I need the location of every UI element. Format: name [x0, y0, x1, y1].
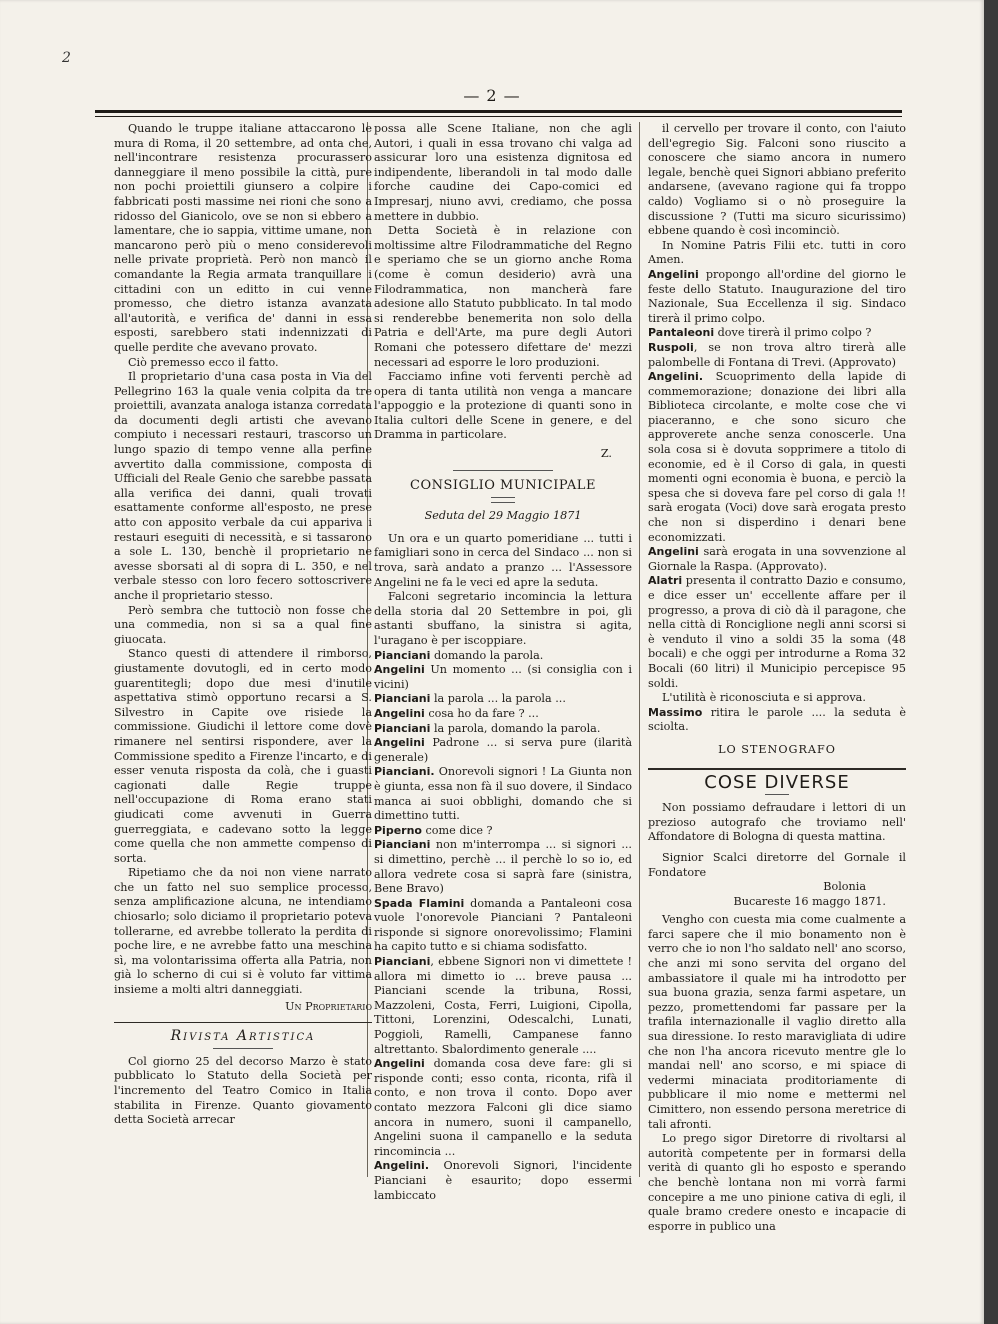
speaker-name: Pianciani	[374, 692, 431, 706]
scan-edge	[984, 0, 998, 1324]
speaker-text: non m'interrompa ... si signori ... si dimettino, perchè ... il perchè lo so io, ed allora vedrete cosa si saprà fare (sinistra, Bene Bravo)	[374, 838, 632, 896]
column-2	[374, 122, 632, 1234]
speaker-text: domanda a Pantaleoni cosa vuole l'onorevole Pianciani ? Pantaleoni risponde si signore onorevolissimo; Flamini ha capito tutto e si chiama sodisfatto.	[374, 896, 632, 954]
transcript-line	[374, 1159, 632, 1203]
transcript-line	[374, 824, 632, 839]
speaker-text: , se non trova altro tirerà alle palombelle di Fontana di Trevi. (Approvato)	[648, 340, 906, 369]
header-rule-thick	[95, 110, 902, 113]
transcript-line	[374, 736, 632, 765]
paragraph: Facciamo infine voti ferventi perchè ad opera di tanta utilità non venga a mancare l'appoggio e la protezione di quanti sono in Italia cultori delle Scene in genere, e del Dramma in particolare.	[374, 370, 632, 442]
transcript-line	[648, 326, 906, 341]
paragraph: Un ora e un quarto pomeridiane ... tutti i famigliari sono in cerca del Sindaco ... non si trova, sarà andato a pranzo ... l'Assessore Angelini ne fa le veci ed apre la seduta.	[374, 531, 632, 589]
corner-page-mark: 2	[62, 50, 71, 66]
speaker-text: dove tirerà il primo colpo ?	[714, 326, 872, 340]
column-3	[648, 122, 906, 1234]
speaker-text: ritira le parole .... la seduta è sciolta.	[648, 705, 906, 734]
section-title-cose-diverse: COSE DIVERSE	[704, 771, 850, 793]
paragraph: Ciò premesso ecco il fatto.	[128, 355, 279, 369]
column-1	[114, 122, 372, 1234]
speaker-text: L'utilità è riconosciuta e si approva.	[662, 691, 866, 705]
paragraph: Ripetiamo che da noi non viene narrato che un fatto nel suo semplice processo, senza amplificazione alcuna, ne intendiamo chiosarlo; solo diciamo il proprietario poteva tollerarne, ed avrebbe tollerato la perdita di poche lire, e ne avrebbe fatto una meschina sì, ma volontarissima offerta alla Patria, non già lo scherno di cui si è voluto far vittima insieme a molti altri danneggiati.	[114, 866, 372, 997]
speaker-name: Piperno	[374, 823, 422, 837]
column-separator	[639, 122, 640, 1177]
transcript-line	[374, 765, 632, 823]
council-transcript	[374, 649, 632, 1204]
letter-date: Bucareste 16 maggo 1871.	[733, 894, 886, 908]
transcript-line	[648, 239, 906, 268]
speaker-text: Padrone ... si serva pure (ilarità generale)	[374, 736, 632, 764]
paragraph: Falconi segretario incomincia la lettura della storia dal 20 Settembre in poi, gli astanti sbuffano, la sinistra si agita, l'uragano è per iscoppiare.	[374, 590, 632, 647]
speaker-name: Ruspoli	[648, 340, 694, 354]
transcript-line	[374, 955, 632, 1057]
paragraph: Vengho con cuesta mia come cualmente a farci sapere che il mio bonamento non è verro che io non l'ho saldato nell' ano scorso, che anzi mi sono servita del organo del ambassiatore il quale mi ha introdotto per sua buona grazia, senza farmi aspetare, un pezzo, promettendomi far passare per la trafila internazionalle il vaglio diretto alla sua diressione. Io resto maravigliata di udire che non l'ha ancora ricevuto mentre gle lo mandai nell' ano scorso, e mi spiace di vedermi minaciata proditoriamente di pubblicare il mio nome e mettermi nel Cimittero, non essendo persona meretrice di tali afronti.	[648, 913, 906, 1131]
letter-address: Signior Scalci diretorre del Gornale il Fondatore	[648, 850, 906, 879]
speaker-name: Pantaleoni	[648, 326, 715, 340]
transcript-line	[648, 574, 906, 691]
speaker-name: Angelini.	[374, 1159, 429, 1173]
article-signature: Un Proprietario	[285, 999, 372, 1013]
speaker-name: Pianciani	[374, 838, 431, 852]
paragraph: possa alle Scene Italiane, non che agli Autori, i quali in essa trovano chi valga ad assicurar loro una esistenza dignitosa ed indipendente, liberandoli in tal modo dalle forche caudine dei Capo-comici ed Impresarj, niuno avvi, crediamo, che possa mettere in dubbio.	[374, 122, 632, 223]
transcript-line	[374, 707, 632, 722]
page-number: — 2 —	[463, 86, 521, 105]
speaker-name: Spada Flamini	[374, 896, 465, 910]
ornament	[374, 497, 632, 503]
speaker-name: Angelini	[648, 545, 699, 559]
speaker-text: il cervello per trovare il conto, con l'aiuto dell'egregio Sig. Falconi sono riuscito a conoscere che siamo ancora in numero legale, benchè quei Signori abbiano preferito andarsene, (avevano ragione qui fa troppo caldo) Vogliamo si o nò proseguire la discussione ? (Tutti ma sicuro sicurissimo) ebbene quando è così incominciò.	[648, 122, 906, 238]
ornament	[374, 470, 632, 471]
transcript-line	[648, 545, 906, 574]
speaker-name: Pianciani	[374, 721, 431, 735]
speaker-text: In Nomine Patris Filii etc. tutti in coro Amen.	[648, 238, 906, 267]
transcript-line	[374, 1057, 632, 1159]
speaker-name: Pianciani	[374, 648, 431, 662]
transcript-line	[648, 691, 906, 706]
speaker-name: Angelini	[648, 267, 699, 281]
speaker-text: Scuoprimento della lapide di commemorazione; donazione dei libri alla Biblioteca circolante, e molte cose che vi piaceranno, e che sono sicuro che approverete anche senza conoscerle. Una sola cosa si è dovuta sopprimere a titolo di economie, ed è il Corso di gala, in questi momenti ogni economia è buona, e perciò la spesa che si doveva fare pel corso di gala !! sarà erogata (Voci) dove sarà erogata presto che non si disperdino i denari bene economizzati.	[648, 370, 906, 544]
speaker-text: la parola, domando la parola.	[430, 721, 601, 735]
section-title-consiglio: CONSIGLIO MUNICIPALE	[410, 477, 596, 493]
transcript-line	[374, 692, 632, 707]
speaker-text: come dice ?	[421, 823, 493, 837]
speaker-text: Onorevoli Signori, l'incidente Pianciani è esaurito; dopo essermi lambiccato	[374, 1159, 632, 1202]
transcript-line	[648, 122, 906, 239]
speaker-text: , ebbene Signori non vi dimettete ! allora mi dimetto io ... breve pausa ... Pianciani scende la tribuna, Rossi, Mazzoleni, Costa, Ferri, Luigioni, Cipolla, Tittoni, Lorenzini, Odescalchi, Lunati, Poggioli, Ramelli, Campanese fanno altrettanto. Sbalordimento generale ....	[374, 955, 632, 1056]
section-title-rivista: Rivista Artistica	[170, 1028, 316, 1045]
paragraph: Però sembra che tuttociò non fosse che una commedia, non si sa a qual fine giuocata.	[114, 603, 372, 646]
transcript-line	[648, 268, 906, 326]
transcript-line	[648, 370, 906, 545]
transcript-line	[374, 663, 632, 692]
council-transcript-continued	[648, 122, 906, 735]
speaker-text: presenta il contratto Dazio e consumo, e dice esser un' eccellente affare per il progresso, a prova di ciò dà il paragone, che nella città di Ronciglione negli anni scorsi si è venduto il vino a soldi 35 la soma (48 bocali) e che oggi per introdurne a Roma 32 Bocali (60 litri) il Municipio percepisce 95 soldi.	[648, 574, 906, 690]
paragraph: Stanco questi di attendere il rimborso, giustamente dovutogli, ed in certo modo guarentitegli; dopo due mesi d'inutile aspettativa stimò opportuno recarsi a S. Silvestro in Capite ove risiede la commissione. Giudichi il lettore come dovè rimanere nel sentirsi rispondere, aver la Commissione spedito a Firenze l'incarto, e di esser venuta risposta da colà, che i guasti cagionati dalle Regie truppe nell'occupazione di Roma erano stati giudicati come avvenuti in Guerra guerreggiata, e cadevano sotto la legge come quella che non ammette compenso di sorta.	[114, 647, 372, 865]
speaker-text: domanda cosa deve fare: gli si risponde conti; esso conta, riconta, rifà il conto, e non trova il conto. Dopo aver contato mezzora Falconi gli dice siamo ancora in numero, suoni il campanello, Angelini suona il campanello e la seduta rincomincia ...	[374, 1057, 632, 1158]
speaker-text: Onorevoli signori ! La Giunta non è giunta, essa non fà il suo dovere, il Sindaco manca ai suoi obblighi, domando che si dimettino tutti.	[374, 765, 632, 823]
speaker-name: Angelini	[374, 1057, 425, 1071]
article-signature: Z.	[600, 447, 612, 461]
speaker-name: Alatri	[648, 574, 683, 588]
paragraph: Col giorno 25 del decorso Marzo è stato pubblicato lo Statuto della Società per l'incremento del Teatro Comico in Italia stabilita in Firenze. Quanto giovamento detta Società arrecar	[114, 1054, 372, 1127]
speaker-text: Un momento ... (si consiglia con i vicini)	[374, 663, 632, 691]
speaker-name: Pianciani.	[374, 765, 435, 779]
section-divider	[648, 768, 906, 770]
speaker-text: sarà erogata in una sovvenzione al Giornale la Raspa. (Approvato).	[648, 545, 906, 573]
transcript-line	[374, 838, 632, 896]
stenographer-signature: LO STENOGRAFO	[718, 742, 836, 756]
paragraph: Non possiamo defraudare i lettori di un prezioso autografo che troviamo nell' Affondatore di Bologna di questa mattina.	[648, 801, 906, 844]
ornament	[114, 1048, 372, 1049]
header-rule-thin	[95, 116, 902, 117]
transcript-line	[374, 897, 632, 955]
letter-city: Bolonia	[823, 880, 866, 894]
speaker-text: la parola ... la parola ...	[430, 692, 566, 706]
transcript-line	[374, 649, 632, 664]
speaker-text: propongo all'ordine del giorno le feste dello Statuto. Inaugurazione del tiro Nazionale, Sua Eccellenza il sig. Sindaco tirerà il primo colpo.	[648, 267, 906, 325]
paragraph: Lo prego sigor Diretorre di rivoltarsi al autorità competente per in formarsi della verità di quanto gli ho esposto e sperando che benchè lontana non mi vorrà farmi concepire a me uno pinione cativa di egli, il quale bramo credere onesto e incapacie di esporre in publico una	[648, 1132, 906, 1233]
speaker-name: Angelini	[374, 736, 425, 750]
transcript-line	[648, 706, 906, 735]
speaker-name: Angelini	[374, 663, 425, 677]
session-date: Seduta del 29 Maggio 1871	[424, 509, 582, 523]
section-divider	[114, 1022, 372, 1023]
speaker-text: cosa ho da fare ? ...	[424, 706, 539, 720]
paragraph: Il proprietario d'una casa posta in Via del Pellegrino 163 la quale venia colpita da tre proiettili, avanzata analoga istanza corredata da documenti degli artisti che avevano compiuto i necessari restauri, trascorso un lungo spazio di tempo venne alla perfine avvertito dalla commissione, composta di Ufficiali del Reale Genio che sarebbe passata alla verifica dei danni, quali trovati esattamente conforme all'esposto, ne prese atto con apposito verbale da cui appariva i restauri eseguiti di necessità, e si tassarono a sole L. 130, benchè il proprietario ne avesse sborsati al di sopra di L. 350, e nel verbale stesso con loro fecero sottoscrivere anche il proprietario stesso.	[114, 370, 372, 602]
paragraph: Quando le truppe italiane attaccarono le mura di Roma, il 20 settembre, ad onta che, nell'incontrare resistenza procurassero danneggiare il meno possibile la città, pure non pochi proiettili giunsero a colpire i fabbricati posti massime nei rioni che sono a ridosso del Gianicolo, ove se non si ebbero a lamentare, che io sappia, vittime umane, non mancarono però più o meno considerevoli nelle private proprietà. Però non mancò il comandante la Regia armata tranquillare i cittadini con un editto in cui venne promesso, che dietro istanza avanzata all'autorità, e verifica de' danni in essa esposti, sarebbero stati indennizzati di quelle perdite che avevano provato.	[114, 122, 372, 354]
speaker-name: Angelini	[374, 706, 425, 720]
transcript-line	[648, 341, 906, 370]
transcript-line	[374, 722, 632, 737]
ornament	[648, 794, 906, 795]
paragraph: Detta Società è in relazione con moltissime altre Filodrammatiche del Regno e speriamo che se un giorno anche Roma (come è comun desiderio) avrà una Filodrammatica, non mancherà fare adesione allo Statuto pubblicato. In tal modo si renderebbe benemerita non solo della Patria e dell'Arte, ma pure degli Autori Romani che potessero difettare de' mezzi necessari ad esporre le loro produzioni.	[374, 224, 632, 369]
speaker-name: Pianciani	[374, 955, 431, 969]
speaker-name: Angelini.	[648, 370, 703, 384]
speaker-name: Massimo	[648, 705, 703, 719]
speaker-text: domando la parola.	[430, 648, 544, 662]
